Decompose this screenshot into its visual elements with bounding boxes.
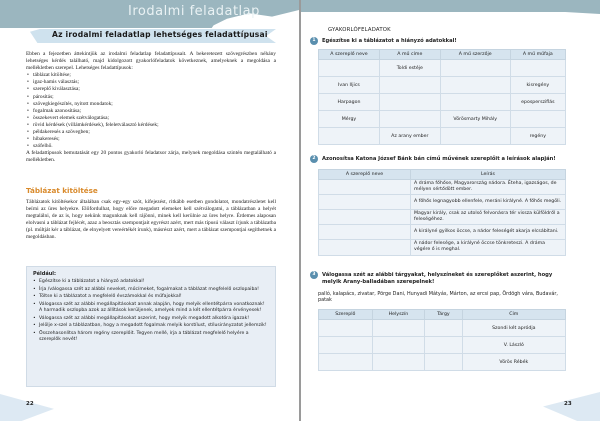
- table-cell[interactable]: [440, 94, 510, 111]
- table-row: [319, 320, 566, 337]
- list-item: • Összehasonlítsa három regény szereplőit. Tegyen mellé, írja a táblázat megfelelő helyére a szereplők nevét!: [33, 331, 269, 343]
- table-header-row: [319, 170, 566, 180]
- section-title: Az irodalmi feladatlap lehetséges feladattípusai: [52, 30, 268, 39]
- list-item: • Töltse ki a táblázatot a megfelelő évszámokkal és műfajokkal!: [33, 294, 269, 300]
- table-cell: A dráma főhőse, Magyarország nádora. Éteha, igazságos, de mélyen sértődött ember.: [411, 180, 566, 195]
- list-item: • rövid kérdések (villámkérdések), feleletválasztó kérdések;: [26, 122, 276, 129]
- table-row: [319, 225, 566, 240]
- column-header: Leírás: [411, 170, 566, 180]
- table-cell[interactable]: [379, 94, 440, 111]
- table-row: [319, 180, 566, 195]
- page-number: 22: [26, 401, 34, 407]
- subsection-heading: Táblázat kitöltése: [26, 186, 98, 195]
- table-cell: V. László: [462, 337, 565, 354]
- table-cell: Szondi két apródja: [462, 320, 565, 337]
- column-header: A szereplő neve: [319, 50, 380, 60]
- list-item: • hibakeresés;: [26, 136, 276, 143]
- list-item: • fogalmak azonosítása;: [26, 108, 276, 115]
- table-cell: A királyné gyilkos öccse, a nádor feleségét akarja elcsábítani.: [411, 225, 566, 240]
- question-number-badge: 1: [310, 37, 318, 45]
- column-header: A mű címe: [379, 50, 440, 60]
- header-tail-decoration: [510, 8, 600, 14]
- list-item: • szófelhő.: [26, 143, 276, 150]
- subsection-paragraph: Táblázatok kitöltésekor általában csak egy-egy szót, kifejezést, ritkább esetben gondolatot, mondatrészletet kell beírni az üres helyekre. Előfordulhat, hogy előre megadott elemeket kell szétválogatni, a táblázatban a helyét megtalálni, de az is, hogy nekünk magunknak kell rájönni, minek kell kerülnie az üres helyre. Érdemes alaposan elolvasni a táblázat fejlécét, azaz a beosztás szempontjait egyrészt azért, mert más típusú választ írjunk a táblázatba (pl. múltját kér a táblázat, de elnyelyett vereértékét írunk), másrészt azért, mert a táblázat szempontjai segíthetnek a megoldásban.: [26, 199, 276, 241]
- table-cell[interactable]: [379, 77, 440, 94]
- column-header: Cím: [462, 310, 565, 320]
- table-cell[interactable]: [440, 60, 510, 77]
- table-cell[interactable]: [372, 354, 425, 371]
- table-cell: kisregény: [510, 77, 565, 94]
- table-cell: A nádor felesége, a királyné öccse tönkreteszi. A dráma végére ő is meghal.: [411, 240, 566, 255]
- question-number-badge: 3: [310, 271, 318, 279]
- table-cell[interactable]: [510, 60, 565, 77]
- column-header: Szereplő: [319, 310, 373, 320]
- table-cell: epospersziflás: [510, 94, 565, 111]
- list-item: • Egészítse ki a táblázatot a hiányzó adatokkal!: [33, 279, 269, 285]
- table-cell[interactable]: [319, 210, 411, 225]
- table-cell[interactable]: [319, 240, 411, 255]
- table-cell[interactable]: [372, 337, 425, 354]
- table-cell[interactable]: [319, 225, 411, 240]
- list-item: • Jelölje x-szel a táblázatban, hogy a megadott fogalmak melyik korstílust, stílusirányzatot jellemzik!: [33, 323, 269, 329]
- header-band: [301, 0, 600, 12]
- table-cell[interactable]: [510, 111, 565, 128]
- table-cell: regény: [510, 128, 565, 145]
- list-item: • Válogassa szét az alábbi megállapításokat aszerint, hogy melyik megadott alkotóra igazak!: [33, 316, 269, 322]
- series-title: Irodalmi feladatlap: [128, 4, 260, 19]
- table-row: [319, 354, 566, 371]
- example-label: Például:: [33, 271, 56, 277]
- question-prompt: Egészítse ki a táblázatot a hiányzó adatokkal!: [322, 38, 457, 44]
- table-row: [319, 94, 566, 111]
- page-corner-decoration: [0, 394, 54, 421]
- right-page: [301, 0, 600, 421]
- list-item: • szövegkiegészítés, nyitott mondatok;: [26, 101, 276, 108]
- table-cell: Mérgy: [319, 111, 380, 128]
- table-cell: Harpagon: [319, 94, 380, 111]
- list-item: • táblázat kitöltése;: [26, 72, 276, 79]
- table-cell: Vörös Rébék: [462, 354, 565, 371]
- intro-paragraph: Ebben a fejezetben áttekintjük az irodalmi feladatlap feladattípusait. A bekeretezett szövegrészben néhány lehetséges kérdés található, majd kidolgozott gyakorlófeladatok következnek, amelyeknek a megoldása a mellékletben szerepel. Lehetséges feladattípusok:: [26, 51, 276, 72]
- table-cell[interactable]: [372, 320, 425, 337]
- table-cell: Toldi estéje: [379, 60, 440, 77]
- example-list: [33, 279, 269, 343]
- closing-paragraph: A feladattípusok bemutatását egy 20 pontos gyakorló feladatsor zárja, melynek megoldása szintén megtalálható a mellékletben.: [26, 150, 276, 164]
- table-cell[interactable]: [319, 60, 380, 77]
- list-item: • Válogassa szét az alábbi megállapításokat annak alapján, hogy melyik ellentétpárra vonatkoznak! A harmadik oszlopba azok az állítások kerüljenek, amelyek mind a két ellentétpárra érvényesek!: [33, 302, 269, 314]
- intro-block: [26, 51, 276, 165]
- page-number: 23: [564, 401, 572, 407]
- column-header: A szereplő neve: [319, 170, 411, 180]
- table-row: [319, 337, 566, 354]
- table-cell[interactable]: [425, 337, 462, 354]
- left-page: [0, 0, 299, 421]
- table-cell[interactable]: [319, 320, 373, 337]
- table-cell: Az arany ember: [379, 128, 440, 145]
- table-header-row: [319, 310, 566, 320]
- section-label: GYAKORLÓFELADATOK: [328, 27, 391, 33]
- table-cell: Vörösmarty Mihály: [440, 111, 510, 128]
- list-item: • párosítás;: [26, 94, 276, 101]
- list-item: • összekevert elemek szétválogatása;: [26, 115, 276, 122]
- word-list: palló, kalapács, zivatar, Pörge Dani, Hunyadi Mátyás, Márton, az ercsi pap, Ördögh vára, Budavár, patak: [318, 291, 558, 304]
- task-type-list: [26, 72, 276, 150]
- table-cell[interactable]: [319, 195, 411, 210]
- table-row: [319, 77, 566, 94]
- question-3-table: [318, 309, 566, 371]
- table-row: [319, 60, 566, 77]
- list-item: • szereplő kiválasztása;: [26, 86, 276, 93]
- question-prompt: Azonosítsa Katona József Bánk bán című művének szereplőit a leírások alapján!: [322, 156, 556, 162]
- table-cell[interactable]: [440, 128, 510, 145]
- table-cell: Magyar király, csak az utolsó felvonásra tér vissza külföldről a feleségéhez.: [411, 210, 566, 225]
- list-item: • példakeresés a szövegben;: [26, 129, 276, 136]
- question-prompt: Válogassa szét az alábbi tárgyakat, helyszíneket és szereplőket aszerint, hogy melyik Arany-balladában szerepelnek!: [322, 272, 553, 285]
- table-cell: Ivan Iljics: [319, 77, 380, 94]
- column-header: A mű szerzője: [440, 50, 510, 60]
- question-number-badge: 2: [310, 155, 318, 163]
- column-header: Helyszín: [372, 310, 425, 320]
- table-cell[interactable]: [425, 320, 462, 337]
- column-header: A mű műfaja: [510, 50, 565, 60]
- table-row: [319, 128, 566, 145]
- table-cell[interactable]: [440, 77, 510, 94]
- table-header-row: [319, 50, 566, 60]
- table-cell[interactable]: [319, 180, 411, 195]
- table-cell[interactable]: [425, 354, 462, 371]
- table-cell[interactable]: [319, 128, 380, 145]
- question-1-table: [318, 49, 566, 145]
- example-box: [26, 266, 276, 387]
- column-header: Tárgy: [425, 310, 462, 320]
- table-cell[interactable]: [319, 337, 373, 354]
- list-item: • igaz-hamis választás;: [26, 79, 276, 86]
- table-cell: A főhős legnagyobb ellenfele, meráni királyné. A főhős megöli.: [411, 195, 566, 210]
- list-item: • Írja /válogassa szét az alábbi neveket, műcímeket, fogalmakat a táblázat megfelelő oszlopaiba!: [33, 287, 269, 293]
- table-row: [319, 111, 566, 128]
- table-row: [319, 240, 566, 255]
- question-2-table: [318, 169, 566, 256]
- table-cell[interactable]: [319, 354, 373, 371]
- table-cell[interactable]: [379, 111, 440, 128]
- table-row: [319, 195, 566, 210]
- table-row: [319, 210, 566, 225]
